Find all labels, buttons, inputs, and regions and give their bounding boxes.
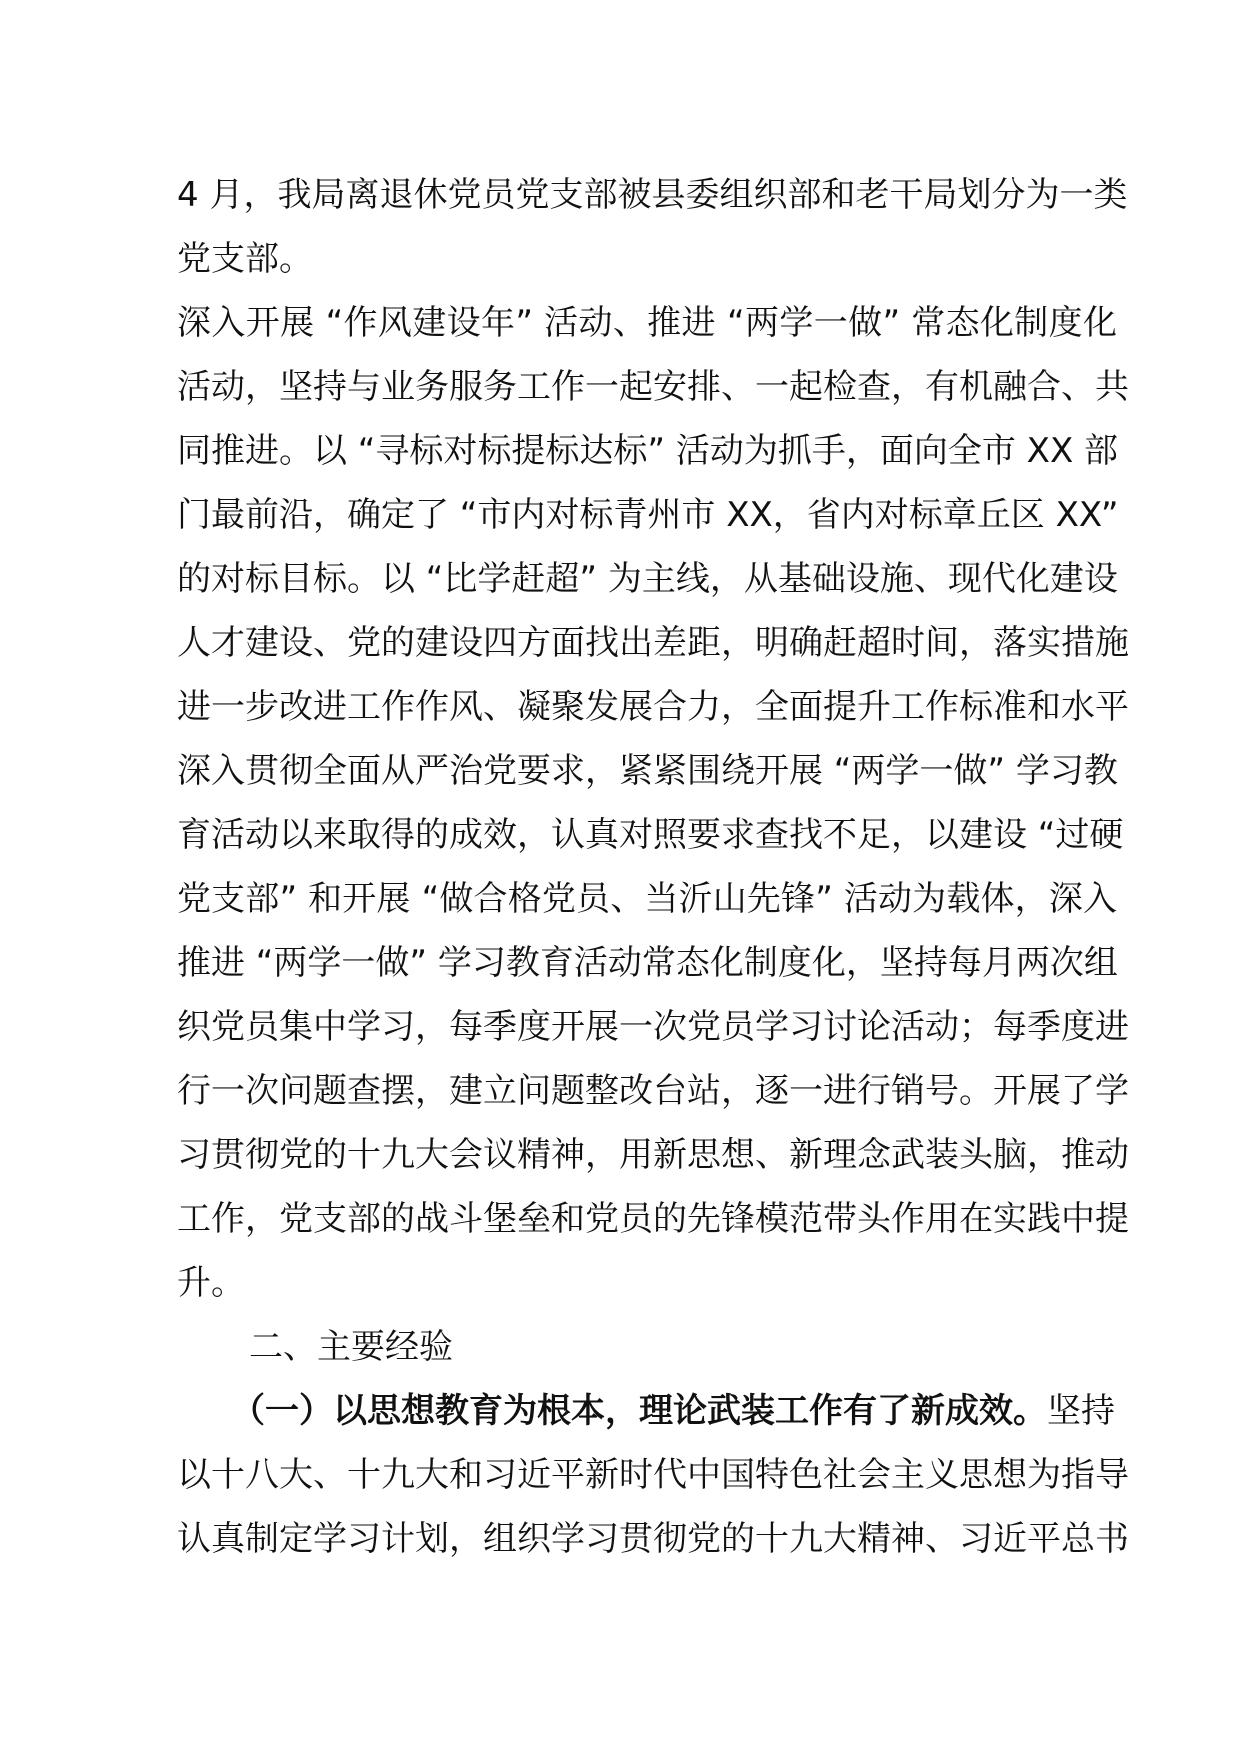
- section-heading: 二、主要经验: [249, 1327, 453, 1367]
- text-line: 人才建设、党的建设四方面找出差距，明确赶超时间，落实措施: [177, 623, 1129, 663]
- text-line: 行一次问题查摆，建立问题整改台站，逐一进行销号。开展了学: [177, 1071, 1129, 1111]
- subsection-first-line: [177, 1379, 1117, 1443]
- text-line: 的对标目标。以 “比学赶超” 为主线，从基础设施、现代化建设: [177, 559, 1118, 599]
- subsection-heading: （一）以思想教育为根本，理论武装工作有了新成效。: [231, 1391, 1047, 1431]
- text-line: 4 月，我局离退休党员党支部被县委组织部和老干局划分为一类: [177, 175, 1128, 215]
- text-line: 门最前沿，确定了 “市内对标青州市 XX，省内对标章丘区 XX”: [177, 495, 1119, 535]
- text-line: 同推进。以 “寻标对标提标达标” 活动为抓手，面向全市 XX 部: [177, 431, 1119, 471]
- text-line: 认真制定学习计划，组织学习贯彻党的十九大精神、习近平总书: [177, 1519, 1129, 1559]
- text-line: 深入开展 “作风建设年” 活动、推进 “两学一做” 常态化制度化: [177, 303, 1117, 343]
- text-line: 活动，坚持与业务服务工作一起安排、一起检查，有机融合、共: [177, 367, 1129, 407]
- text-line: 党支部。: [177, 239, 313, 279]
- text-line: 以十八大、十九大和习近平新时代中国特色社会主义思想为指导: [177, 1455, 1129, 1495]
- subsection-text: 坚持: [1047, 1391, 1115, 1431]
- text-line: 进一步改进工作作风、凝聚发展合力，全面提升工作标准和水平: [177, 687, 1129, 727]
- text-line: 升。: [177, 1263, 245, 1303]
- text-line: 工作，党支部的战斗堡垒和党员的先锋模范带头作用在实践中提: [177, 1199, 1129, 1239]
- text-line: 习贯彻党的十九大会议精神，用新思想、新理念武装头脑，推动: [177, 1135, 1129, 1175]
- text-line: 织党员集中学习，每季度开展一次党员学习讨论活动；每季度进: [177, 1007, 1129, 1047]
- text-line: 育活动以来取得的成效，认真对照要求查找不足，以建设 “过硬: [177, 815, 1124, 855]
- text-line: 深入贯彻全面从严治党要求，紧紧围绕开展 “两学一做” 学习教: [177, 751, 1118, 791]
- text-line: 党支部” 和开展 “做合格党员、当沂山先锋” 活动为载体，深入: [177, 879, 1117, 919]
- text-line: 推进 “两学一做” 学习教育活动常态化制度化，坚持每月两次组: [177, 943, 1118, 983]
- document-body: [177, 163, 1129, 1571]
